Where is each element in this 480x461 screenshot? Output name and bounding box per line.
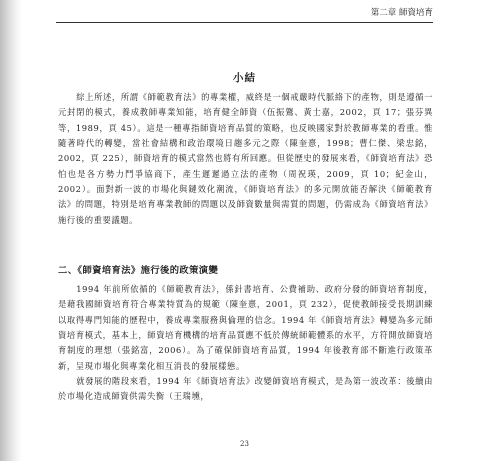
policy-paragraph: 1994 年前所依循的《師範教育法》，係針書培育、公費補助、政府分發的師資培育制度，是藉我國師資培育符合專業特質為的規範（陳奎憙，2001，頁 232），促使教師接受長期訓練以取得專門知能的歷程中，養成專業服務與倫理的信念。1994 年《師資培育法》轉變為多元師資培育模式，基本上，師資培育機構的培育品質應不低於傳統師範體系的水平，方符開放師資培育制度的理想（張銘富，2006）。為了確保師資培育品質，1994 年後教育部不斷進行政策革新，呈現市場化與專業化相互消長的發展樣態。 [58,284,433,371]
page-number: 23 [240,440,249,448]
stages-paragraph: 就發展的階段來看，1994 年《師資培育法》改變師資培育模式，是為第一波改革：後續由於市場化造成師資供需失衡（王瑞壎， [58,376,433,402]
running-header: 第二章 師資培育 [370,8,433,18]
binding-shadow [0,0,22,461]
section-title: 小結 [233,72,256,84]
summary-paragraph: 綜上所述，所謂《師範教育法》的專業權，威終是一個戒嚴時代脈絡下的產物，則是遵循一元封閉的模式，養成教師專業知能，培育健全師資（伍振鷟、黃士嘉，2002，頁 17；張芬異等，1989，頁 45）。這是一種專指師資培育品質的策略，也反映國家對於教師專業的看重。惟隨著時代的轉變，當社會結構和政治環境日趨多元之際（陳奎憙，1998；曹仁傑、梁忠銘，2002，頁 225），師資培育的模式當然也將有所回應。但從歷史的發展來看，《師資培育法》恐怕也是各方勢力鬥爭協商下，產生遲遲過立法的產物（周祝瑛，2009，頁 10；紀金山，2002）。面對新一波的市場化與鏈效化潮流，《師資培育法》的多元開放能否解決《師範教育法》的問題，特別是培育專業教師的問題以及師資數量與需質的問題，仍需成為《師資培育法》施行後的重要議題。 [58,92,433,225]
subsection-heading: 二、《師資培育法》施行後的政策演變 [58,265,219,276]
header-rule [56,22,433,23]
